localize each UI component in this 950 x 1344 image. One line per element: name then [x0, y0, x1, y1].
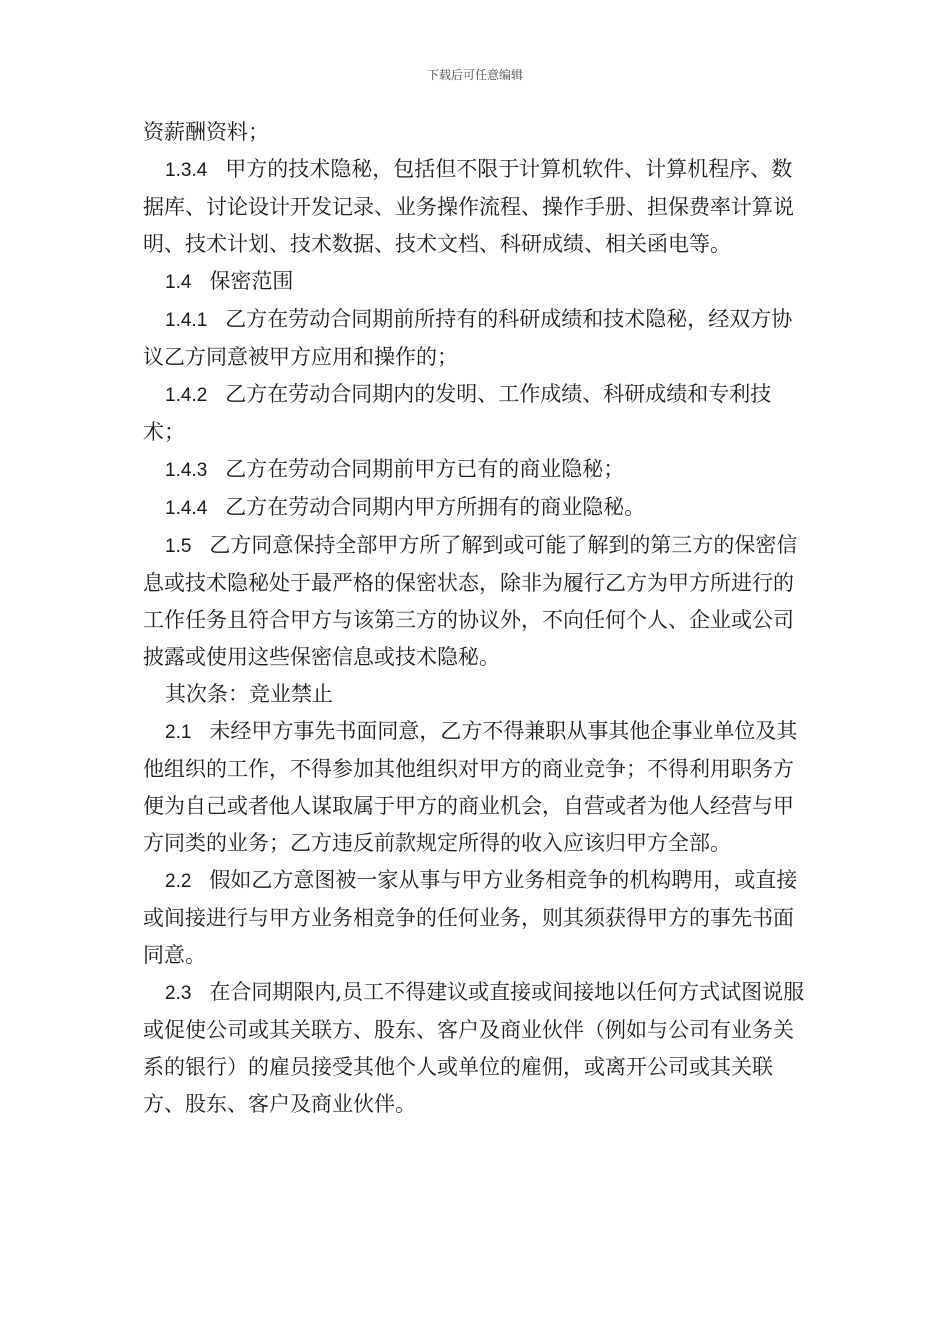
paragraph-text: 乙方在劳动合同期前所持有的科研成绩和技术隐秘，经双方协议乙方同意被甲方应用和操作的；: [143, 307, 793, 369]
clause-number: 1.4.3: [165, 460, 208, 481]
clause-number: 2.3: [165, 983, 192, 1004]
paragraph-text: 假如乙方意图被一家从事与甲方业务相竞争的机构聘用，或直接或间接进行与甲方业务相竞争的任何业务，则其须获得甲方的事先书面同意。: [143, 868, 798, 967]
paragraph-text: 乙方在劳动合同期内的发明、工作成绩、科研成绩和专利技术；: [143, 382, 772, 444]
section-heading-article-2: [143, 676, 813, 713]
paragraph-text: 其次条：竞业禁止: [165, 682, 333, 706]
clause-number: 1.3.4: [165, 160, 208, 181]
clause-number: 1.4: [165, 272, 192, 293]
paragraph-1-4-1: [143, 301, 813, 376]
paragraph-text: 甲方的技术隐秘，包括但不限于计算机软件、计算机程序、数据库、讨论设计开发记录、业务操作流程、操作手册、担保费率计算说明、技术计划、技术数据、技术文档、科研成绩、相关函电等。: [143, 157, 794, 256]
document-body: [143, 114, 813, 1123]
paragraph-text: 乙方在劳动合同期前甲方已有的商业隐秘；: [225, 457, 625, 481]
page-header-note: 下载后可任意编辑: [426, 68, 523, 82]
clause-number: 2.2: [165, 871, 192, 892]
paragraph-1-4-3: [143, 451, 813, 489]
paragraph-text: 乙方同意保持全部甲方所了解到或可能了解到的第三方的保密信息或技术隐秘处于最严格的保密状态，除非为履行乙方为甲方所进行的工作任务且符合甲方与该第三方的协议外，不向任何个人、企业或公司披露或使用这些保密信息或技术隐秘。: [143, 533, 798, 669]
paragraph-text: 未经甲方事先书面同意，乙方不得兼职从事其他企事业单位及其他组织的工作，不得参加其他组织对甲方的商业竞争；不得利用职务方便为自己或者他人谋取属于甲方的商业机会，自营或者为他人经营与甲方同类的业务；乙方违反前款规定所得的收入应该归甲方全部。: [143, 719, 798, 855]
paragraph-2-3: [143, 974, 813, 1123]
paragraph-text: 资薪酬资料；: [143, 120, 269, 144]
paragraph-2-1: [143, 713, 813, 862]
clause-number: 1.4.1: [165, 310, 208, 331]
paragraph-2-2: [143, 862, 813, 974]
paragraph-text: 在合同期限内,员工不得建议或直接或间接地以任何方式试图说服或促使公司或其关联方、股东、客户及商业伙伴（例如与公司有业务关系的银行）的雇员接受其他个人或单位的雇佣，或离开公司或其关联方、股东、客户及商业伙伴。: [143, 980, 805, 1116]
paragraph-1-4-2: [143, 376, 813, 451]
paragraph-text: 乙方在劳动合同期内甲方所拥有的商业隐秘。: [225, 495, 646, 519]
paragraph-1-3-4: [143, 151, 813, 263]
paragraph-text: 保密范围: [209, 269, 294, 293]
paragraph-salary-tail: [143, 114, 813, 151]
clause-number: 1.4.4: [165, 498, 208, 519]
paragraph-1-5: [143, 527, 813, 676]
paragraph-1-4: [143, 263, 813, 301]
clause-number: 1.4.2: [165, 385, 208, 406]
clause-number: 2.1: [165, 722, 192, 743]
clause-number: 1.5: [165, 536, 192, 557]
paragraph-1-4-4: [143, 489, 813, 527]
